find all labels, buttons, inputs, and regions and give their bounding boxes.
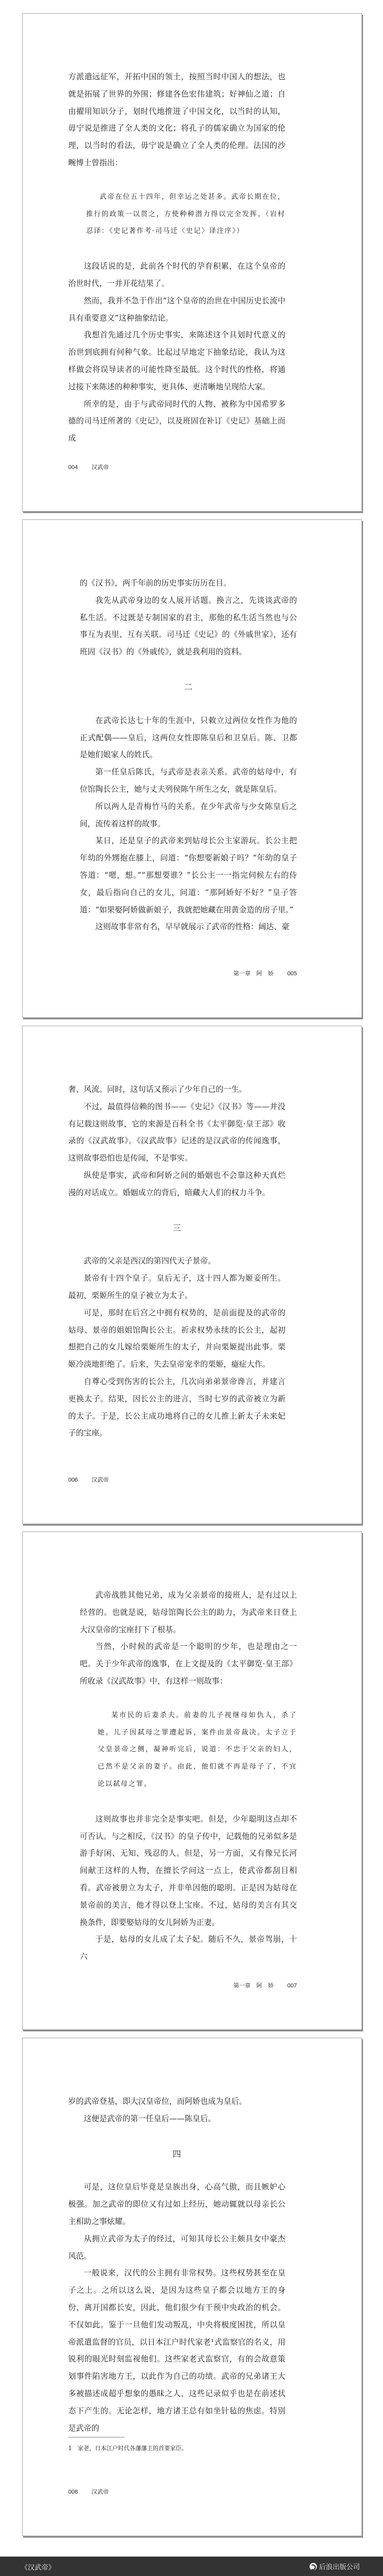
page-number: 006 bbox=[68, 1477, 78, 1483]
paragraph: 所以两人是青梅竹马的关系。在少年武帝与少女陈皇后之间，流传着这样的故事。 bbox=[80, 802, 297, 828]
page-body bbox=[68, 2093, 285, 2437]
paragraph: 岁的武帝登基，即大汉皇帝位，而阿娇也成为皇后。 bbox=[68, 2097, 247, 2106]
paragraph: 可是，这位皇后毕竟是皇族出身，心高气傲，而且嫉妒心极强。加之武帝的即位又有过如上经历，她动辄就以母亲长公主相助之事炫耀。 bbox=[68, 2183, 285, 2226]
page-number: 008 bbox=[68, 2489, 78, 2495]
paragraph: 一般说来，汉代的公主拥有非常权势。这些权势甚至在皇子之上。之所以这么说，是因为这些皇子都会以地方王的身份，离开国都长安，因此，他们很少有干预中央政治的机会。不仅如此。鉴于一旦他们发动叛乱，中央将极度困扰，所以皇帝派遣监督的官员，以日本江户时代家老¹式监察官的名义，用锐利的眼光时刻监视他们。这些家老式监察官，有的会故意策划事件陷害地方王，以此作为自己的功绩。武帝的兄弟诸王大多被描述成超乎想象的愚昧之人，这些记录似乎也是在前述状态下产生的。无论怎样，地方诸王总有如坐针毡的焦虑。特别是武帝的 bbox=[68, 2269, 285, 2433]
page-number: 005 bbox=[287, 971, 297, 977]
running-title: 汉武帝 bbox=[91, 2488, 109, 2495]
book-title: 《汉武帝》 bbox=[21, 2564, 56, 2572]
page-footer bbox=[80, 970, 297, 978]
page-number: 004 bbox=[68, 464, 78, 471]
block-quote: 某市民的后妻杀夫。前妻的儿子视继母如仇人，杀了她。儿子因弑母之罪遭起诉，案件由景帝裁决。太子立于父皇景帝之侧，凝神听完后，说道：不忠于父亲的妇人，已然不是父亲的妻子。由此，他们就不再是母子了，不宜论以弑母之罪。 bbox=[98, 1711, 297, 1788]
publisher-name: 后浪出版公司 bbox=[318, 2563, 360, 2571]
paragraph: 从拥立武帝为太子的经过，可知其母长公主颇具女中豪杰风范。 bbox=[68, 2234, 285, 2261]
page-body bbox=[80, 1587, 297, 1966]
paragraph: 某日，还是皇子的武帝来到姑母长公主家游玩。长公主把年幼的外甥抱在膝上，问道：“你想要新娘子吗？”年幼的皇子答道：“嗯，想。”“那想要谁？”长公主一一指完伺候左右的侍女，最后指向自己的女儿，问道：“那阿娇好不好？”皇子答道：“如果娶阿娇做新娘子，我就把她藏在用黄金造的房子里。” bbox=[80, 836, 297, 914]
page-body bbox=[68, 1081, 285, 1442]
running-title: 第一章 阿 娇 bbox=[233, 1982, 274, 1989]
section-heading: 三 bbox=[172, 1222, 181, 1233]
book-page bbox=[22, 1026, 362, 1524]
book-page bbox=[22, 1531, 362, 2030]
page-number: 007 bbox=[287, 1983, 297, 1989]
paragraph: 于是，姑母的女儿成了太子妃。随后不久，景帝驾崩，十六 bbox=[80, 1935, 297, 1962]
running-title: 第一章 阿 娇 bbox=[233, 970, 274, 977]
page-footer bbox=[68, 1476, 109, 1484]
paragraph: 景帝有十四个皇子。皇后无子，这十四人都为姬妾所生。最初，栗姬所生的皇子被立为太子。 bbox=[68, 1274, 285, 1300]
paragraph: 不过，最值得信赖的图书——《史记》《汉书》等——并没有记载这则故事，它的来源是百科全书《太平御览·皇王部》收录的《汉武故事》。《汉武故事》记述的是汉武帝的传闻逸事，这则故事恐怕也是传闻，不是事实。 bbox=[68, 1102, 285, 1163]
paragraph: 在武帝长达七十年的生涯中，只敕立过两位女性作为他的正式配偶——皇后，这两位女性即陈皇后和卫皇后。陈、卫都是她们娘家人的姓氏。 bbox=[80, 716, 297, 760]
section-heading: 二 bbox=[184, 682, 193, 692]
book-page bbox=[22, 519, 362, 1018]
book-page bbox=[22, 13, 362, 512]
paragraph: 然而，我并不急于作出“这个皇帝的治世在中国历史长流中具有重要意义”这种抽象结论。 bbox=[68, 296, 285, 323]
paragraph: 我先从武帝身边的女人展开话题。换言之，先谈谈武帝的私生活。不过既是专制国家的君主，那他的私生活当然也与公事互为表里、互有关联。司马迁《史记》的《外戚世家》，还有班固《汉书》的《外戚传》，就是我利用的资料。 bbox=[80, 595, 297, 657]
page-footer bbox=[68, 463, 109, 472]
publisher-brand bbox=[310, 2561, 360, 2571]
paragraph: 第一任皇后陈氏，与武帝是表亲关系。武帝的姑母中，有位馆陶长公主，她与丈夫列侯陈午所生之女，就是陈皇后。 bbox=[80, 768, 297, 794]
paragraph: 自尊心受到伤害的长公主，几次向弟弟景帝谗言，并建言更换太子。结果，因长公主的进言，当时七岁的武帝被立为新的太子。于是，长公主成功地将自己的女儿推上新太子未来妃子的宝座。 bbox=[68, 1377, 285, 1438]
paragraph: 的《汉书》，两千年前的历史事实历历在目。 bbox=[80, 579, 231, 588]
page-body bbox=[80, 575, 297, 936]
block-quote: 武帝在位五十四年，但幸运之处甚多。武帝长期在位，推行的政策一以贯之，方使种种潜力得以完全发挥。（岩村忍译：《史记著作考·司马迁〈史记〉译注序》） bbox=[86, 193, 285, 236]
page-footer bbox=[68, 2488, 109, 2496]
paragraph: 方派遣远征军，开拓中国的领土，按照当时中国人的想法，也就是拓展了世界的外围；修建各色宏伟建筑；好神仙之道；自由擢用知识分子，划时代地推进了中国文化，以当时的认知，毋宁说是推进了全人类的文化；将孔子的儒家确立为国家的伦理，以当时的看法，毋宁说是确立了全人类的伦理。法国的沙畹博士曾指出： bbox=[68, 72, 285, 167]
running-title: 汉武帝 bbox=[91, 1476, 109, 1483]
paragraph: 这则故事非常有名，早早就展示了武帝的性格：阔达、豪 bbox=[95, 922, 290, 932]
paragraph: 这便是武帝的第一任皇后——陈皇后。 bbox=[83, 2114, 216, 2123]
paragraph: 这则故事也并非完全是事实吧。但是，少年聪明这点却不可否认。与之相反，《汉书》的皇子传中，记载他的兄弟似多是游手好闲、无知、残忍的人。但是，另一方面，又有像兄长河间献王这样的人物，在擅长学问这一点上，使武帝都刮目相看。武帝被册立为太子，并非单因他的聪明。正是因为姑母在景帝前的美言，他才得以登上宝座。不过，姑母的美言有其交换条件，即要娶姑母的女儿阿娇为正妻。 bbox=[80, 1814, 297, 1927]
paragraph: 这段话说的是，此前各个时代的孕育积累，在这个皇帝的治世时代，一并开花结果了。 bbox=[68, 262, 285, 288]
paragraph: 纵使是事实，武帝和阿娇之间的婚姻也不会靠这种天真烂漫的对话成立。婚姻成立的背后，暗藏大人们的权力斗争。 bbox=[68, 1170, 285, 1197]
book-page bbox=[22, 2038, 362, 2536]
paragraph: 我想首先通过几个历史事实，来陈述这个具划时代意义的治世到底拥有何种气象。比起过早地定下抽象结论，我认为这样做会将误导读者的可能性降至最低。这个时代的性格，将通过接下来陈述的种种事实，更具体、更清晰地呈现给大家。 bbox=[68, 331, 285, 391]
bottom-bar bbox=[0, 2557, 383, 2576]
running-title: 汉武帝 bbox=[91, 464, 109, 471]
paragraph: 当然，小时候的武帝是一个聪明的少年，也是理由之一吧。关于少年武帝的逸事，在上文提及的《太平御览·皇王部》所收录《汉武故事》中，有这样一则故事： bbox=[80, 1642, 297, 1686]
section-heading: 四 bbox=[172, 2148, 181, 2159]
paragraph: 武帝战胜其他兄弟，成为父亲景帝的接班人，是有过以上经营的。也就是说，姑母馆陶长公主的助力，为武帝来日登上大汉皇帝的宝座打下了根基。 bbox=[80, 1591, 297, 1634]
footnote: 1 家老，日本江户时代各藩藩主的首要家臣。 bbox=[68, 2445, 187, 2452]
paragraph: 武帝的父亲是西汉的第四代天子景帝。 bbox=[83, 1257, 216, 1266]
paragraph: 所幸的是，由于与武帝同时代的人物、被称为中国希罗多德的司马迁所著的《史记》，以及班固在补订《史记》基础上而成 bbox=[68, 399, 285, 443]
publisher-logo-icon bbox=[310, 2563, 317, 2570]
page-footer bbox=[80, 1982, 297, 1990]
paragraph: 奢、风流。同时，这句话又预示了少年自己的一生。 bbox=[68, 1085, 247, 1094]
paragraph: 可是，那时在后宫之中拥有权势的，是前面提及的武帝的姑母、景帝的姐姐馆陶长公主。祈求权势永续的长公主，起初想把自己的女儿嫁给栗姬所生的太子，并向栗姬提出此事。栗姬冷淡地拒绝了。后来，失去皇帝宠幸的栗姬，癔症大作。 bbox=[68, 1308, 285, 1369]
page-body bbox=[68, 69, 285, 448]
